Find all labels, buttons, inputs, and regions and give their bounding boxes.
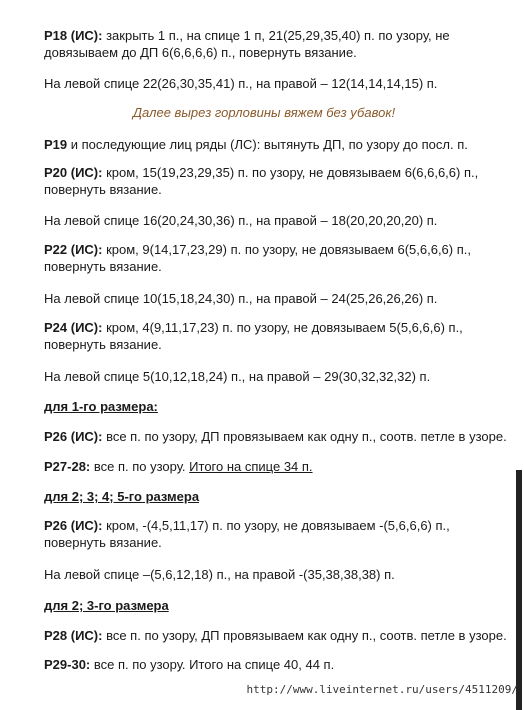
row-text: все п. по узору, ДП провязываем как одну п., соотв. петле в узоре. — [102, 628, 507, 643]
row-p18 — [44, 27, 514, 61]
section-heading-size-2-3 — [44, 597, 514, 614]
row-text: На левой спице –(5,6,12,18) п., на правой -(35,38,38,38) п. — [44, 567, 395, 582]
row-p22 — [44, 241, 514, 275]
section-heading: для 1-го размера: — [44, 399, 158, 414]
row-text: все п. по узору, ДП провязываем как одну п., соотв. петле в узоре. — [102, 429, 507, 444]
row-text: кром, 15(19,23,29,35) п. по узору, не довязываем 6(6,6,6,6) п., повернуть вязание. — [44, 165, 479, 197]
row-p19 — [44, 136, 514, 153]
row-total: Итого на спице 34 п. — [189, 459, 313, 474]
row-label: Р29-30: — [44, 657, 91, 672]
row-p27-28 — [44, 458, 514, 475]
row-label: Р24 (ИС): — [44, 320, 103, 335]
row-count-3 — [44, 290, 514, 307]
row-text: и последующие лиц ряды (ЛС): вытянуть ДП, по узору до посл. п. — [67, 137, 468, 152]
row-p20 — [44, 164, 514, 198]
row-count-4 — [44, 368, 514, 385]
watermark-url: http://www.liveinternet.ru/users/4511209/ — [246, 683, 518, 696]
row-text: На левой спице 22(26,30,35,41) п., на правой – 12(14,14,14,15) п. — [44, 76, 438, 91]
section-heading-size-1 — [44, 398, 514, 415]
row-label: Р19 — [44, 137, 68, 152]
scrollbar[interactable] — [516, 470, 522, 710]
row-label: Р26 (ИС): — [44, 429, 103, 444]
row-p24 — [44, 319, 514, 353]
row-label: Р18 (ИС): — [44, 28, 103, 43]
row-p26-size2-5 — [44, 517, 514, 551]
row-label: Р27-28: — [44, 459, 91, 474]
row-p26-size1 — [44, 428, 514, 445]
row-label: Р20 (ИС): — [44, 165, 103, 180]
row-count-1 — [44, 75, 514, 92]
row-text: кром, 9(14,17,23,29) п. по узору, не довязываем 6(5,6,6,6) п., повернуть вязание. — [44, 242, 471, 274]
row-count-2 — [44, 212, 514, 229]
row-text: На левой спице 5(10,12,18,24) п., на правой – 29(30,32,32,32) п. — [44, 369, 431, 384]
row-text: кром, -(4,5,11,17) п. по узору, не довязываем -(5,6,6,6) п., повернуть вязание. — [44, 518, 450, 550]
row-count-5 — [44, 566, 514, 583]
row-p28 — [44, 627, 514, 644]
note-no-decrease — [44, 104, 484, 121]
row-text: На левой спице 16(20,24,30,36) п., на правой – 18(20,20,20,20) п. — [44, 213, 438, 228]
row-text: На левой спице 10(15,18,24,30) п., на правой – 24(25,26,26,26) п. — [44, 291, 438, 306]
row-text: кром, 4(9,11,17,23) п. по узору, не довязываем 5(5,6,6,6) п., повернуть вязание. — [44, 320, 463, 352]
row-text: все п. по узору. Итого на спице 40, 44 п. — [90, 657, 335, 672]
row-label: Р26 (ИС): — [44, 518, 103, 533]
section-heading-size-2-5 — [44, 488, 514, 505]
row-label: Р22 (ИС): — [44, 242, 103, 257]
section-heading: для 2; 3; 4; 5-го размера — [44, 489, 200, 504]
row-text: закрыть 1 п., на спице 1 п, 21(25,29,35,40) п. по узору, не довязываем до ДП 6(6,6,6,6) п., повернуть вязание. — [44, 28, 450, 60]
section-heading: для 2; 3-го размера — [44, 598, 169, 613]
row-text: все п. по узору. — [90, 459, 190, 474]
row-label: Р28 (ИС): — [44, 628, 103, 643]
row-p29-30 — [44, 656, 514, 673]
note-text: Далее вырез горловины вяжем без убавок! — [132, 105, 396, 120]
